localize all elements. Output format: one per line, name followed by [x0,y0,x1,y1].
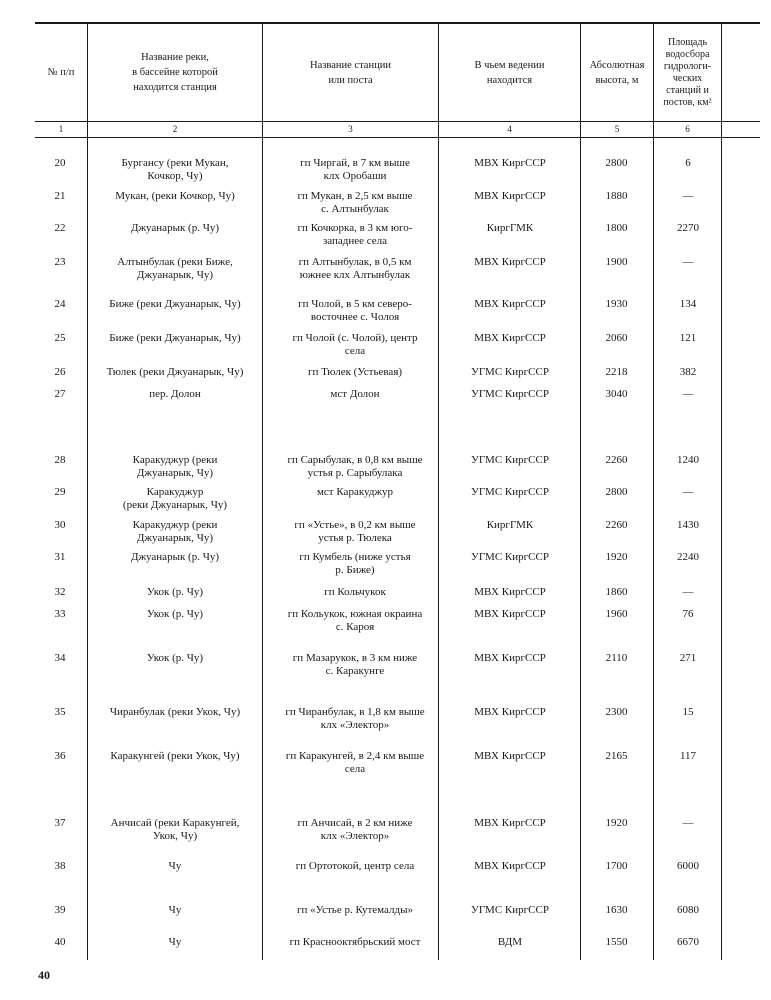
catchment-area: 271 [679,652,697,664]
owner: МВХ КиргССР [474,157,546,169]
row-number: 21 [54,190,66,202]
river-name: Каракуджур (реки Джуанарык, Чу) [132,454,218,479]
river-name: Анчисай (реки Каракунгей, Укок, Чу) [110,817,240,842]
owner: УГМС КиргССР [471,486,549,498]
catchment-area: 1240 [677,454,699,466]
station-name: гп Чиргай, в 7 км выше клх Оробаши [300,157,410,182]
catchment-area: 6670 [677,936,699,948]
row-number: 29 [54,486,66,498]
altitude: 1630 [605,904,628,916]
altitude: 1880 [605,190,628,202]
station-name: мст Долон [330,388,380,400]
header-height: Абсолютная высота, м [589,59,645,86]
header-river: Название реки, в бассейне которой находится станция [132,52,218,93]
altitude: 2165 [605,750,628,762]
station-name: гп Кольукок, южная окраина с. Кароя [287,608,423,633]
column-divider-2 [262,23,263,960]
row-number: 22 [54,222,66,234]
station-name: гп Мазарукок, в 3 км ниже с. Каракунге [292,652,418,677]
row-number: 36 [54,750,66,762]
altitude: 1550 [605,936,628,948]
header-area: Площадь водосбора гидрологи- ческих станций и постов, км² [663,36,712,108]
row-number: 31 [54,551,66,563]
row-number: 40 [54,936,66,948]
station-name: гп Чиранбулак, в 1,8 км выше клх «Электор» [285,706,425,731]
row-number: 39 [54,904,66,916]
altitude: 2218 [605,366,628,378]
owner: УГМС КиргССР [471,366,549,378]
row-number: 35 [54,706,66,718]
owner: МВХ КиргССР [474,190,546,202]
altitude: 2260 [605,519,628,531]
station-name: гп Анчисай, в 2 км ниже клх «Электор» [297,817,413,842]
catchment-area: 76 [682,608,694,620]
river-name: Мукан, (реки Кочкор, Чу) [115,190,235,202]
column-number-1: 1 [58,124,64,134]
river-name: Биже (реки Джуанарык, Чу) [109,332,241,344]
altitude: 2110 [605,652,628,664]
station-name: гп Мукан, в 2,5 км выше с. Алтынбулак [297,190,413,215]
catchment-area: 2240 [677,551,699,563]
owner: МВХ КиргССР [474,706,546,718]
river-name: Чу [168,936,182,948]
altitude: 2300 [605,706,628,718]
station-name: гп Сарыбулак, в 0,8 км выше устья р. Сарыбулака [287,454,423,479]
station-name: гп Кумбель (ниже устья р. Биже) [299,551,411,576]
catchment-area: — [682,256,694,268]
altitude: 1900 [605,256,628,268]
station-name: гп Кольчукок [324,586,386,598]
column-number-2: 2 [172,124,178,134]
row-number: 24 [54,298,66,310]
river-name: Чу [168,860,182,872]
owner: МВХ КиргССР [474,817,546,829]
catchment-area: 6000 [677,860,699,872]
header-station: Название станции или поста [310,59,391,86]
catchment-area: — [682,486,694,498]
catchment-area: 382 [679,366,697,378]
catchment-area: — [682,586,694,598]
catchment-area: 134 [679,298,697,310]
owner: МВХ КиргССР [474,332,546,344]
river-name: Укок (р. Чу) [146,652,204,664]
river-name: Укок (р. Чу) [146,586,204,598]
owner: МВХ КиргССР [474,586,546,598]
owner: УГМС КиргССР [471,551,549,563]
river-name: Биже (реки Джуанарык, Чу) [109,298,241,310]
catchment-area: 6080 [677,904,699,916]
river-name: Чиранбулак (реки Укок, Чу) [109,706,241,718]
row-number: 27 [54,388,66,400]
owner: ВДМ [497,936,523,948]
altitude: 1700 [605,860,628,872]
station-name: гп «Устье р. Кутемалды» [297,904,413,916]
altitude: 1930 [605,298,628,310]
river-name: Каракунгей (реки Укок, Чу) [110,750,240,762]
river-name: пер. Долон [149,388,201,400]
altitude: 2260 [605,454,628,466]
altitude: 2800 [605,486,628,498]
altitude: 2800 [605,157,628,169]
station-name: гп Алтынбулак, в 0,5 км южнее клх Алтынбулак [298,256,412,281]
river-name: Каракуджур (реки Джуанарык, Чу) [122,486,228,511]
river-name: Каракуджур (реки Джуанарык, Чу) [132,519,218,544]
river-name: Джуанарык (р. Чу) [130,551,220,563]
row-number: 38 [54,860,66,872]
column-number-4: 4 [507,124,512,134]
altitude: 2060 [605,332,628,344]
column-number-5: 5 [614,124,620,134]
river-name: Джуанарык (р. Чу) [130,222,220,234]
owner: УГМС КиргССР [471,904,549,916]
river-name: Тюлек (реки Джуанарык, Чу) [106,366,244,378]
river-name: Укок (р. Чу) [146,608,204,620]
river-name: Алтынбулак (реки Биже, Джуанарык, Чу) [117,256,233,281]
station-name: мст Каракуджур [316,486,394,498]
river-name: Бургансу (реки Мукан, Кочкор, Чу) [121,157,229,182]
river-name: Чу [168,904,182,916]
header-number: № п/п [47,67,75,78]
station-name: гп Чолой (с. Чолой), центр села [292,332,418,357]
station-name: гп Каракунгей, в 2,4 км выше села [285,750,425,775]
row-number: 30 [54,519,66,531]
owner: МВХ КиргССР [474,608,546,620]
row-number: 33 [54,608,66,620]
station-name: гп Чолой, в 5 км северо- восточнее с. Чолоя [298,298,412,323]
row-number: 25 [54,332,66,344]
altitude: 1920 [605,551,628,563]
header-owner: В чьем ведении находится [474,59,545,86]
altitude: 1860 [605,586,628,598]
owner: МВХ КиргССР [474,750,546,762]
owner: УГМС КиргССР [471,454,549,466]
row-number: 20 [54,157,66,169]
altitude: 1920 [605,817,628,829]
row-number: 34 [54,652,66,664]
altitude: 1960 [605,608,628,620]
row-number: 37 [54,817,66,829]
owner: КиргГМК [486,222,534,234]
row-number: 23 [54,256,66,268]
catchment-area: — [682,388,694,400]
station-name: гп Ортотокой, центр села [295,860,415,872]
station-name: гп Краснооктябрьский мост [289,936,421,948]
catchment-area: 117 [679,750,697,762]
row-number: 28 [54,454,66,466]
catchment-area: 2270 [677,222,699,234]
owner: МВХ КиргССР [474,652,546,664]
owner: МВХ КиргССР [474,860,546,872]
column-number-6: 6 [685,124,690,134]
catchment-area: 1430 [677,519,699,531]
catchment-area: 121 [679,332,697,344]
owner: КиргГМК [486,519,534,531]
column-numbers-rule [35,137,760,138]
owner: УГМС КиргССР [471,388,549,400]
owner: МВХ КиргССР [474,298,546,310]
column-number-3: 3 [348,124,353,134]
station-name: гп Тюлек (Устьевая) [307,366,403,378]
catchment-area: 15 [682,706,694,718]
station-name: гп Кочкорка, в 3 км юго- западнее села [297,222,413,247]
catchment-area: 6 [685,157,691,169]
page-number: 40 [38,968,50,982]
catchment-area: — [682,817,694,829]
altitude: 3040 [605,388,628,400]
station-name: гп «Устье», в 0,2 км выше устья р. Тюлека [294,519,416,544]
column-divider-1 [87,23,88,960]
catchment-area: — [682,190,694,202]
row-number: 32 [54,586,66,598]
owner: МВХ КиргССР [474,256,546,268]
row-number: 26 [54,366,66,378]
altitude: 1800 [605,222,628,234]
